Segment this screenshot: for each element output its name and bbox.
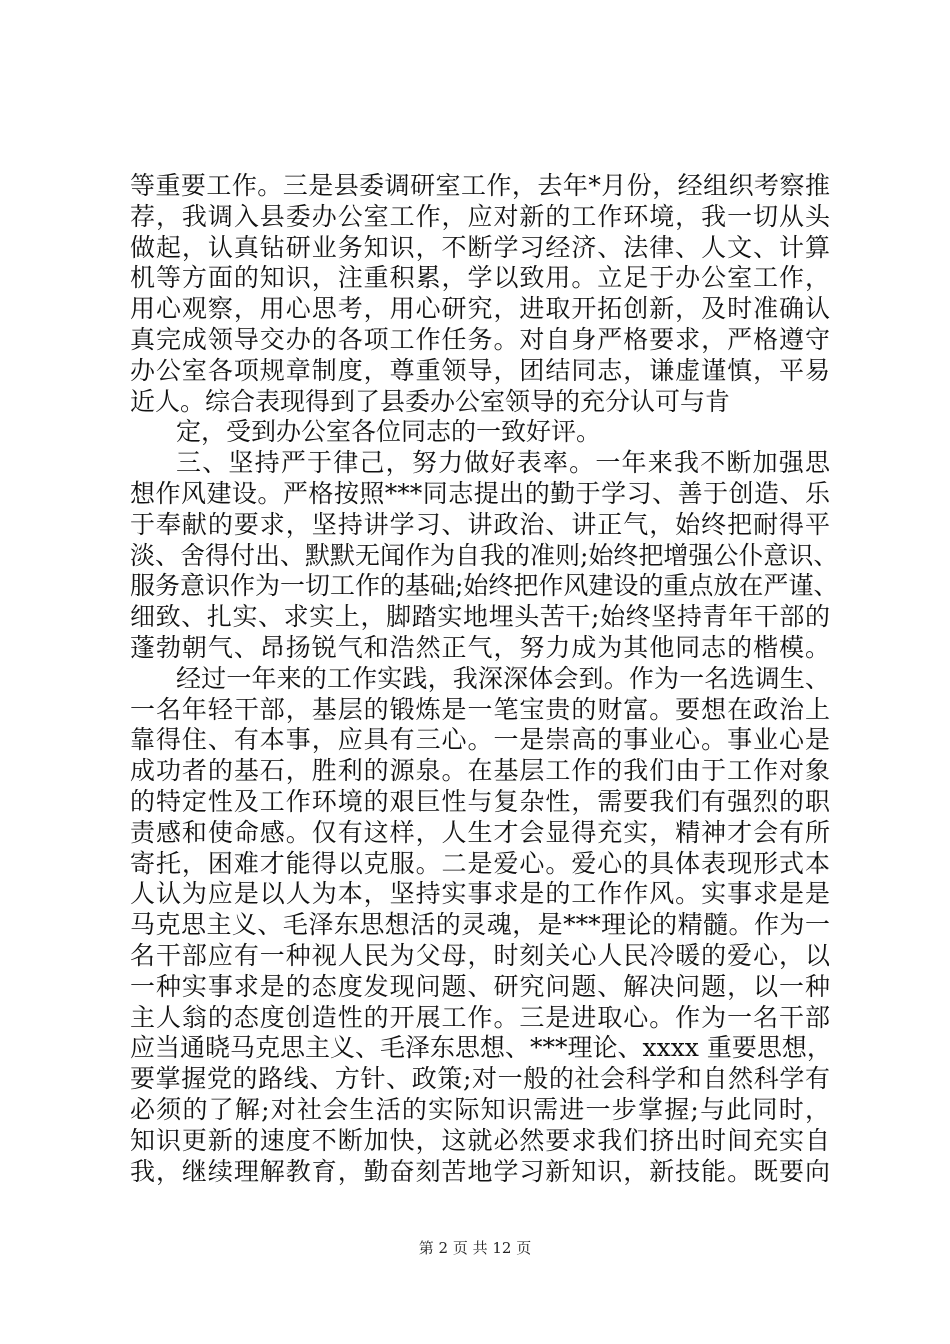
text-line: 名干部应有一种视人民为父母，时刻关心人民冷暖的爱心，以 — [130, 940, 830, 970]
text-line: 机等方面的知识，注重积累，学以致用。立足于办公室工作， — [130, 263, 830, 293]
text-line: 近人。综合表现得到了县委办公室领导的充分认可与肯 — [130, 386, 731, 416]
text-line: 于奉献的要求，坚持讲学习、讲政治、讲正气，始终把耐得平 — [130, 509, 830, 539]
text-line: 等重要工作。三是县委调研室工作，去年*月份，经组织考察推 — [130, 171, 830, 200]
text-line: 成功者的基石，胜利的源泉。在基层工作的我们由于工作对象 — [130, 756, 830, 786]
text-line: 用心观察，用心思考，用心研究，进取开拓创新，及时准确认 — [130, 294, 830, 324]
text-line: 我，继续理解教育，勤奋刻苦地学习新知识，新技能。既要向 — [130, 1156, 830, 1186]
text-line: 知识更新的速度不断加快，这就必然要求我们挤出时间充实自 — [130, 1125, 830, 1155]
text-line: 蓬勃朝气、昂扬锐气和浩然正气，努力成为其他同志的楷模。 — [130, 632, 830, 662]
text-line: 责感和使命感。仅有这样，人生才会显得充实，精神才会有所 — [130, 817, 830, 847]
text-line: 一种实事求是的态度发现问题、研究问题、解决问题，以一种 — [130, 971, 830, 1001]
page-number-footer: 第 2 页 共 12 页 — [418, 1239, 532, 1257]
text-line: 淡、舍得付出、默默无闻作为自我的准则;始终把增强公仆意识、 — [130, 540, 839, 570]
text-line: 定，受到办公室各位同志的一致好评。 — [176, 417, 602, 447]
text-line: 做起，认真钻研业务知识，不断学习经济、法律、人文、计算 — [130, 232, 830, 262]
text-line: 真完成领导交办的各项工作任务。对自身严格要求，严格遵守 — [130, 324, 830, 354]
body-text — [130, 171, 839, 1187]
text-line: 人认为应是以人为本，坚持实事求是的工作作风。实事求是是 — [130, 879, 830, 909]
text-line: 荐，我调入县委办公室工作，应对新的工作环境，我一切从头 — [130, 201, 830, 231]
text-line: 必须的了解;对社会生活的实际知识需进一步掌握;与此同时， — [130, 1094, 830, 1124]
text-line: 马克思主义、毛泽东思想活的灵魂，是***理论的精髓。作为一 — [130, 910, 830, 940]
text-line: 细致、扎实、求实上，脚踏实地埋头苦干;始终坚持青年干部的 — [130, 602, 830, 632]
text-line: 服务意识作为一切工作的基础;始终把作风建设的重点放在严谨、 — [130, 571, 839, 601]
text-line: 应当通晓马克思主义、毛泽东思想、***理论、xxxx 重要思想， — [130, 1033, 832, 1063]
text-line: 要掌握党的路线、方针、政策;对一般的社会科学和自然科学有 — [130, 1064, 830, 1094]
paragraph-start-line: 经过一年来的工作实践，我深深体会到。作为一名选调生、 — [176, 663, 830, 693]
text-line: 想作风建设。严格按照***同志提出的勤于学习、善于创造、乐 — [130, 478, 830, 508]
text-line: 一名年轻干部，基层的锻炼是一笔宝贵的财富。要想在政治上 — [130, 694, 830, 724]
text-line: 办公室各项规章制度，尊重领导，团结同志，谦虚谨慎，平易 — [130, 355, 830, 385]
paragraph-start-line: 三、坚持严于律己，努力做好表率。一年来我不断加强思 — [176, 448, 830, 478]
text-line: 靠得住、有本事，应具有三心。一是崇高的事业心。事业心是 — [130, 725, 830, 755]
text-line: 主人翁的态度创造性的开展工作。三是进取心。作为一名干部 — [130, 1002, 830, 1032]
text-line: 寄托，困难才能得以克服。二是爱心。爱心的具体表现形式本 — [130, 848, 830, 878]
text-line: 的特定性及工作环境的艰巨性与复杂性，需要我们有强烈的职 — [130, 786, 830, 816]
